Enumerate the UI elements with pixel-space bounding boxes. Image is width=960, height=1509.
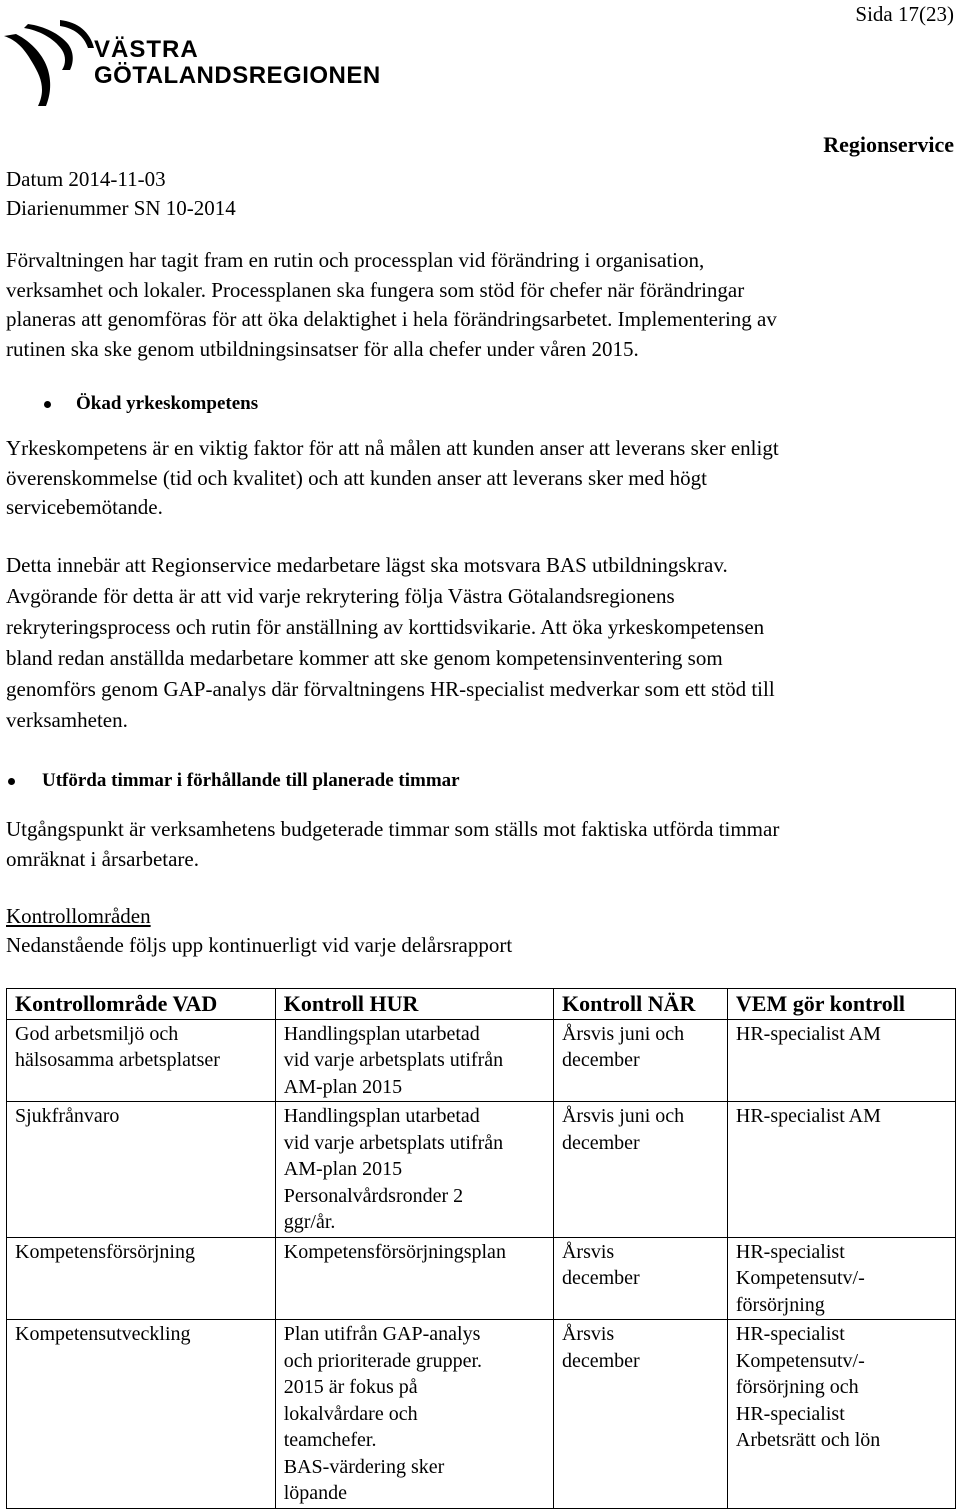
page-number: Sida 17(23): [855, 2, 954, 26]
cell-when: [553, 1019, 727, 1102]
text-line: verksamhet och lokaler. Processplanen ska fungera som stöd för chefer när förändringar: [6, 277, 745, 302]
cell-line: försörjning: [735, 1293, 825, 1316]
cell-how: [275, 1237, 553, 1320]
bullet-heading-text: Ökad yrkeskompetens: [76, 393, 259, 414]
cell-how: [275, 1102, 553, 1238]
hours-paragraph: [6, 815, 954, 874]
text-line: servicebemötande.: [6, 495, 163, 519]
table-row: [7, 1237, 956, 1320]
cell-what: [7, 1237, 276, 1320]
column-header-what: Kontrollområde VAD: [7, 989, 276, 1020]
cell-line: Kompetensutv/-: [735, 1267, 865, 1289]
cell-line: Kompetensutveckling: [15, 1323, 191, 1345]
cell-line: december: [561, 1049, 640, 1071]
cell-line: HR-specialist AM: [735, 1105, 881, 1127]
cell-line: HR-specialist: [735, 1402, 845, 1425]
cell-line: försörjning och: [735, 1376, 859, 1398]
cell-line: HR-specialist AM: [735, 1022, 881, 1045]
cell-line: Personalvårdsronder 2: [283, 1184, 464, 1207]
cell-how: [275, 1019, 553, 1102]
intro-paragraph: [6, 246, 954, 364]
table-row: [7, 1320, 956, 1509]
cell-what: [7, 1320, 276, 1509]
cell-line: Årsvis: [561, 1240, 615, 1263]
text-line: omräknat i årsarbetare.: [6, 846, 199, 871]
cell-what: [7, 1102, 276, 1238]
competence-paragraph: [6, 434, 954, 523]
cell-line: God arbetsmiljö och: [15, 1022, 179, 1045]
text-line: Förvaltningen har tagit fram en rutin och processplan vid förändring i organisation,: [6, 248, 705, 272]
bullet-heading-text: Utförda timmar i förhållande till planerade timmar: [42, 770, 460, 791]
cell-line: Arbetsrätt och lön: [735, 1429, 881, 1451]
cell-line: Årsvis: [561, 1323, 615, 1345]
cell-what: [7, 1019, 276, 1102]
cell-line: teamchefer.: [283, 1429, 377, 1451]
text-line: Avgörande för detta är att vid varje rekrytering följa Västra Götalandsregionens: [6, 584, 675, 608]
table-row: [7, 1102, 956, 1238]
cell-when: [553, 1237, 727, 1320]
cell-line: december: [561, 1349, 640, 1372]
text-line: Detta innebär att Regionservice medarbetare lägst ska motsvara BAS utbildningskrav.: [6, 553, 728, 577]
cell-line: HR-specialist: [735, 1323, 845, 1345]
column-header-who: VEM gör kontroll: [727, 989, 955, 1020]
cell-who: [727, 1019, 955, 1102]
cell-line: Plan utifrån GAP-analys: [283, 1323, 481, 1345]
diary-number: Diarienummer SN 10-2014: [6, 196, 236, 220]
cell-line: Årsvis juni och: [561, 1022, 685, 1045]
cell-line: HR-specialist: [735, 1240, 845, 1263]
control-table: [6, 988, 956, 1509]
cell-line: vid varje arbetsplats utifrån: [283, 1131, 504, 1154]
cell-line: Kompetensförsörjningsplan: [283, 1240, 506, 1263]
document-date: Datum 2014-11-03: [6, 167, 166, 191]
logo-text-line1: VÄSTRA: [94, 36, 199, 63]
section-heading: Kontrollområden: [6, 904, 151, 928]
text-line: planeras att genomföras för att öka delaktighet i hela förändringsarbetet. Implementering av: [6, 307, 777, 331]
cell-line: december: [561, 1131, 640, 1154]
text-line: Yrkeskompetens är en viktig faktor för att nå målen att kunden anser att leverans sker enligt: [6, 436, 779, 460]
section-intro: Nedanstående följs upp kontinuerligt vid varje delårsrapport: [6, 933, 513, 957]
cell-line: och prioriterade grupper.: [283, 1349, 483, 1372]
requirements-paragraph: [6, 550, 954, 736]
cell-line: Kompetensutv/-: [735, 1349, 865, 1372]
cell-who: [727, 1237, 955, 1320]
bullet-icon: [8, 778, 15, 785]
cell-line: ggr/år.: [283, 1211, 336, 1233]
cell-line: december: [561, 1267, 640, 1289]
column-header-how: Kontroll HUR: [275, 989, 553, 1020]
cell-line: BAS-värdering sker: [283, 1455, 445, 1478]
column-header-when: Kontroll NÄR: [553, 989, 727, 1020]
text-line: rekryteringsprocess och rutin för anställning av korttidsvikarie. Att öka yrkeskompetensen: [6, 615, 765, 639]
text-line: verksamheten.: [6, 708, 128, 732]
cell-line: vid varje arbetsplats utifrån: [283, 1049, 504, 1071]
cell-line: lokalvårdare och: [283, 1402, 418, 1425]
text-line: överenskommelse (tid och kvalitet) och att kunden anser att leverans sker med högt: [6, 465, 707, 490]
table-row: [7, 1019, 956, 1102]
cell-how: [275, 1320, 553, 1509]
cell-line: Sjukfrånvaro: [15, 1105, 120, 1127]
cell-line: Årsvis juni och: [561, 1105, 685, 1127]
cell-when: [553, 1320, 727, 1509]
cell-when: [553, 1102, 727, 1238]
cell-line: 2015 är fokus på: [283, 1376, 418, 1398]
cell-who: [727, 1102, 955, 1238]
text-line: Utgångspunkt är verksamhetens budgeterade timmar som ställs mot faktiska utförda timmar: [6, 817, 780, 841]
text-line: bland redan anställda medarbetare kommer att ske genom kompetensinventering som: [6, 646, 723, 670]
bullet-heading-hours: [6, 770, 460, 792]
logo-text-line2: GÖTALANDSREGIONEN: [94, 62, 381, 89]
bullet-heading-competence: [6, 393, 258, 415]
vgr-logo-mark-icon: [2, 18, 94, 110]
department-name: Regionservice: [823, 132, 954, 157]
cell-line: AM-plan 2015: [283, 1075, 403, 1098]
cell-line: Kompetensförsörjning: [15, 1240, 195, 1263]
cell-line: Handlingsplan utarbetad: [283, 1105, 480, 1127]
cell-line: Handlingsplan utarbetad: [283, 1022, 480, 1045]
cell-line: AM-plan 2015: [283, 1158, 403, 1180]
cell-line: hälsosamma arbetsplatser: [15, 1049, 220, 1071]
cell-who: [727, 1320, 955, 1509]
text-line: rutinen ska ske genom utbildningsinsatser för alla chefer under våren 2015.: [6, 336, 639, 361]
vgr-logo: [2, 18, 402, 110]
table-header-row: [7, 989, 956, 1020]
cell-line: löpande: [283, 1482, 348, 1504]
bullet-icon: [44, 401, 51, 408]
text-line: genomförs genom GAP-analys där förvaltningens HR-specialist medverkar som ett stöd till: [6, 677, 775, 701]
